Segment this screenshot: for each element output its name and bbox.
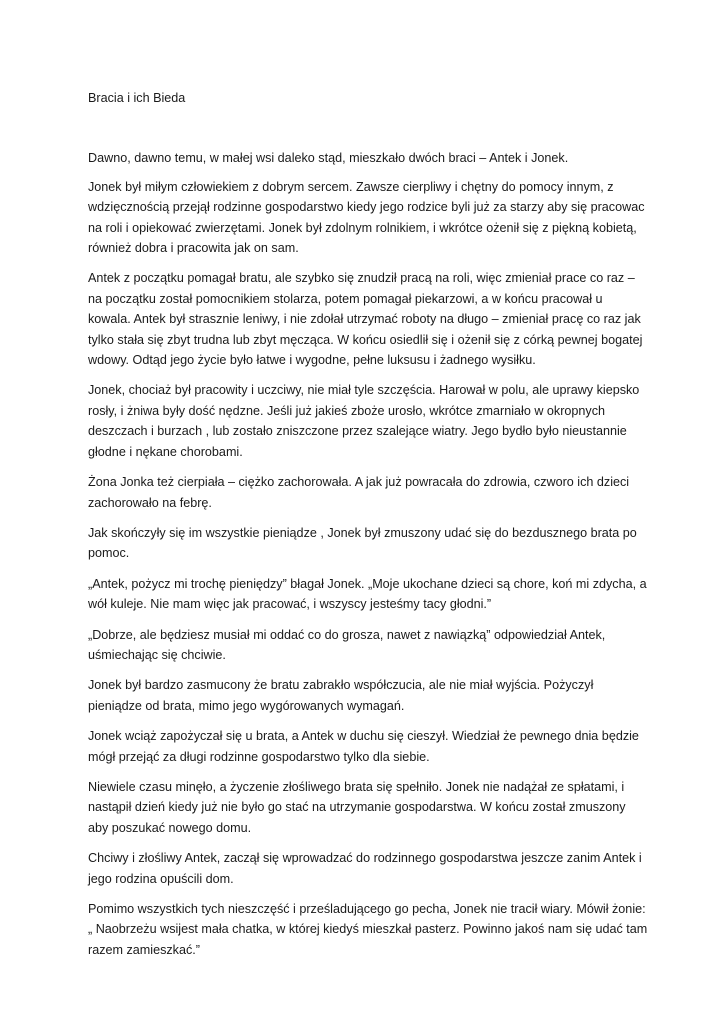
paragraph: „Dobrze, ale będziesz musiał mi oddać co do grosza, nawet z nawiązką” odpowiedział Antek, uśmiechając się chciwie.: [88, 627, 606, 662]
document-title: Bracia i ich Bieda: [88, 91, 186, 105]
paragraph: Jonek, chociaż był pracowity i uczciwy, nie miał tyle szczęścia. Harował w polu, ale uprawy kiepsko rosły, i żniwa były dość nędzne. Jeśli już jakieś zboże urosło, wkrótce zmarniało w okropnych deszczach i burzach , lub zostało zniszczone przez szalejące wiatry. Jego bydło było nieustannie głodne i nękane chorobami.: [88, 383, 640, 459]
paragraph: Niewiele czasu minęło, a życzenie złośliwego brata się spełniło. Jonek nie nadążał ze spłatami, i nastąpił dzień kiedy już nie było go stać na utrzymanie gospodarstwa. W końcu został zmuszony aby poszukać nowego domu.: [88, 779, 626, 835]
paragraph: Antek z początku pomagał bratu, ale szybko się znudził pracą na roli, więc zmieniał prace co raz – na początku został pomocnikiem stolarza, potem pomagał piekarzowi, a w końcu pracował u kowala. Antek był strasznie leniwy, i nie zdołał utrzymać roboty na długo – zmieniał pracę co raz jak tylko stała się zbyt trudna lub zbyt męcząca. W końcu osiedlił się i ożenił się z córką pewnej bogatej wdowy. Odtąd jego życie było łatwe i wygodne, pełne luksusu i żadnego wysiłku.: [88, 271, 643, 368]
paragraph: Pomimo wszystkich tych nieszczęść i prześladującego go pecha, Jonek nie tracił wiary. Mówił żonie: „ Naobrzeżu wsijest mała chatka, w której kiedyś mieszkał pasterz. Powinno jakoś nam się udać tam razem zamieszkać.”: [88, 902, 648, 957]
paragraph: Żona Jonka też cierpiała – ciężko zachorowała. A jak już powracała do zdrowia, czworo ich dzieci zachorowało na febrę.: [88, 475, 630, 510]
paragraph: Dawno, dawno temu, w małej wsi daleko stąd, mieszkało dwóch braci – Antek i Jonek.: [88, 151, 569, 166]
document-body: [88, 88, 648, 970]
paragraph: Jonek był miłym człowiekiem z dobrym sercem. Zawsze cierpliwy i chętny do pomocy innym, z wdzięcznością przejął rodzinne gospodarstwo kiedy jego rodzice byli już za starzy aby się pracowac na roli i opiekować zwierzętami. Jonek był zdolnym rolnikiem, i wkrótce ożenił się z piękną kobietą, również dobra i pracowita jak on sam.: [88, 179, 645, 256]
paragraph: Jonek wciąż zapożyczał się u brata, a Antek w duchu się cieszył. Wiedział że pewnego dnia będzie mógł przejąć za długi rodzinne gospodarstwo tylko dla siebie.: [88, 729, 639, 764]
paragraph: Jak skończyły się im wszystkie pieniądze , Jonek był zmuszony udać się do bezdusznego brata po pomoc.: [88, 525, 637, 561]
paragraph: Chciwy i złośliwy Antek, zaczął się wprowadzać do rodzinnego gospodarstwa jeszcze zanim Antek i jego rodzina opuścili dom.: [88, 851, 642, 886]
paragraph: „Antek, pożycz mi trochę pieniędzy” błagał Jonek. „Moje ukochane dzieci są chore, koń mi zdycha, a wół kuleje. Nie mam więc jak pracować, i wszyscy jesteśmy tacy głodni.”: [88, 576, 647, 612]
paragraph: Jonek był bardzo zasmucony że bratu zabrakło współczucia, ale nie miał wyjścia. Pożyczył pieniądze od brata, mimo jego wygórowanych wymagań.: [88, 678, 594, 713]
